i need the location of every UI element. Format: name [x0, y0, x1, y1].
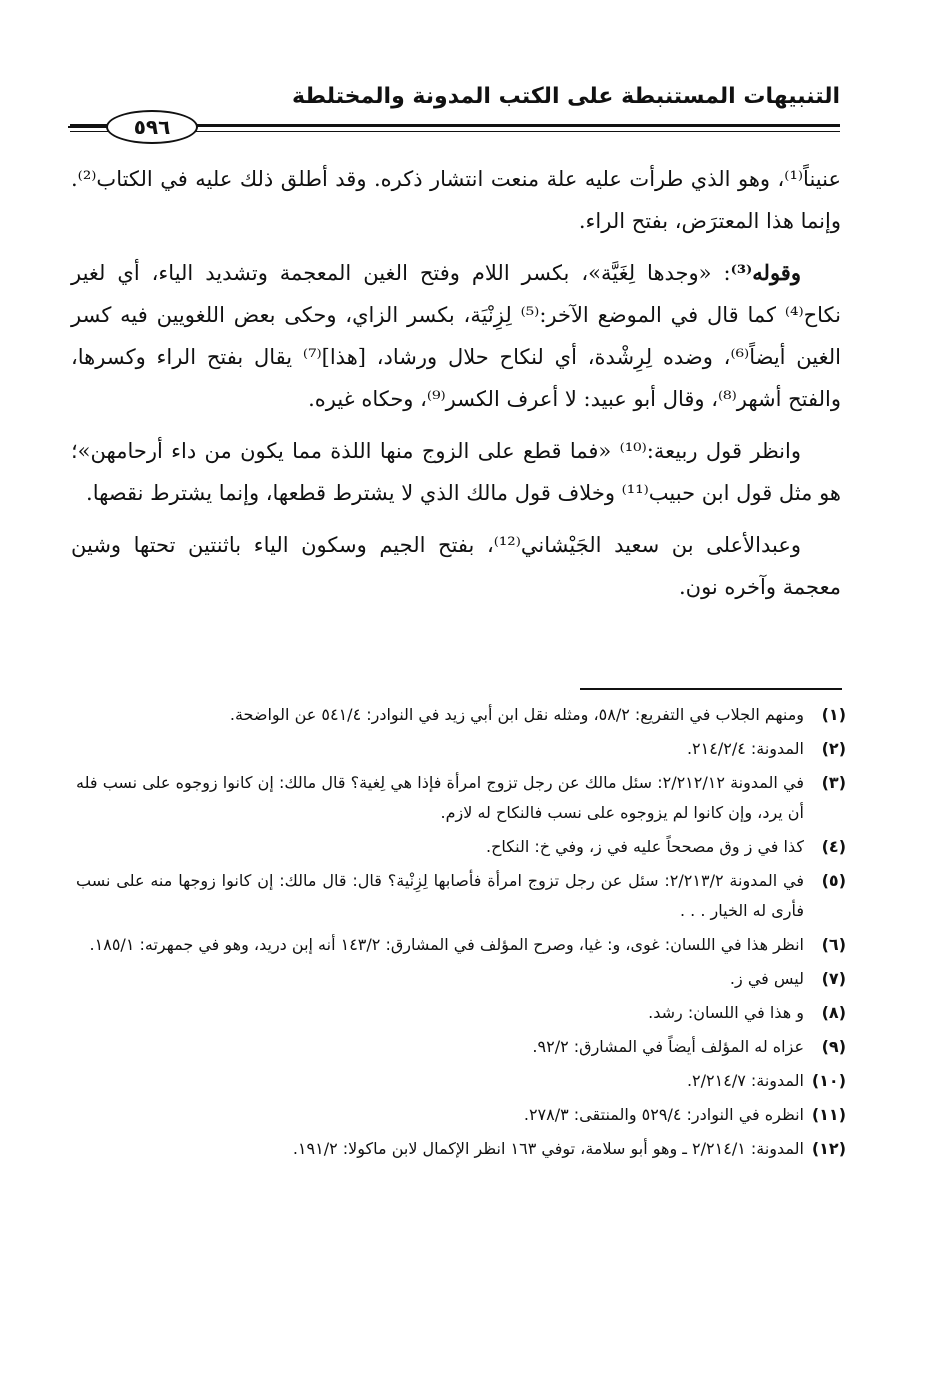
footnote-text: و هذا في اللسان: رشد.	[648, 1003, 804, 1022]
footnote-number: (٦)	[821, 935, 846, 954]
footnote-number: (٧)	[821, 969, 846, 988]
paragraph-2-text: : «وجدها لِغَيَّة»، بكسر اللام وفتح الغين المعجمة وتشديد الياء، أي لغير نكاح⁽⁴⁾ كما قال في الموضع الآخر:⁽⁵⁾ لِزِنْيَة، بكسر الزاي، وحكى بعض اللغويين فيه كسر الغين أيضاً⁽⁶⁾، وضده لِرِشْدة، أي لنكاح حلال ورشاد، [هذا]⁽⁷⁾ يقال بفتح الراء وكسرها، والفتح أشهر⁽⁸⁾، وقال أبو عبيد: لا أعرف الكسر⁽⁹⁾، وحكاه غيره.	[71, 261, 841, 411]
footnote	[76, 768, 846, 828]
paragraph-2-lead: وقوله⁽³⁾	[730, 260, 801, 285]
footnote-number: (٤)	[821, 837, 846, 856]
paragraph-2	[71, 252, 841, 420]
footnote-text: كذا في ز وق مصححاً عليه في ز، وفي خ: النكاح.	[486, 837, 804, 856]
footnote-number: (١)	[821, 705, 846, 724]
footnote	[76, 1066, 846, 1096]
footnote-number: (٢)	[821, 739, 846, 758]
footnote-text: انظره في النوادر: ٥٢٩/٤ والمنتقى: ٢٧٨/٣.	[523, 1105, 804, 1124]
footnote-number: (١٢)	[811, 1139, 846, 1158]
footnote-number: (١١)	[811, 1105, 846, 1124]
footnote-number: (١٠)	[811, 1071, 846, 1090]
footnote	[76, 998, 846, 1028]
footnote-text: عزاه له المؤلف أيضاً في المشارق: ٩٢/٢.	[532, 1037, 804, 1056]
footnote-number: (٣)	[821, 773, 846, 792]
footnote-text: انظر هذا في اللسان: غوى، و: غيا، وصرح المؤلف في المشارق: ١٤٣/٢ أنه إبن دريد، وهو في جمهرته: ١٨٥/١.	[89, 935, 804, 954]
footnote-number: (٩)	[821, 1037, 846, 1056]
footnote	[76, 700, 846, 730]
footnote-text: المدونة: ٢/٢١٤/٧.	[686, 1071, 804, 1090]
footnote	[76, 832, 846, 862]
footnote	[76, 1134, 846, 1164]
footnote-text: ومنهم الجلاب في التفريع: ٥٨/٢، ومثله نقل ابن أبي زيد في النوادر: ٥٤١/٤ عن الواضحة.	[229, 705, 804, 724]
footnote-text: المدونة: ٢/٢١٤/١ ـ وهو أبو سلامة، توفي ١٦٣ انظر الإكمال لابن ماكولا: ١٩١/٢.	[292, 1139, 804, 1158]
page-number-tail	[68, 126, 108, 128]
footnote	[76, 1032, 846, 1062]
footnote-text: ليس في ز.	[729, 969, 804, 988]
footnote	[76, 930, 846, 960]
footnote	[76, 866, 846, 926]
paragraph-4: وعبدالأعلى بن سعيد الجَيْشاني⁽¹²⁾، بفتح الجيم وسكون الياء باثنتين تحتها وشين معجمة وآخره نون.	[71, 533, 841, 599]
footnote	[76, 964, 846, 994]
running-title: التنبيهات المستنبطة على الكتب المدونة والمختلطة	[291, 84, 840, 109]
footnotes	[76, 700, 846, 1168]
footnote-separator	[580, 688, 842, 690]
footnote-text: المدونة: ٢١٤/٢/٤.	[686, 739, 804, 758]
footnote-number: (٨)	[821, 1003, 846, 1022]
footnote-number: (٥)	[821, 871, 846, 890]
footnote	[76, 1100, 846, 1130]
footnote-text: في المدونة ٢/٢١٢/١٢: سئل مالك عن رجل تزوج امرأة فإذا هي لِغية؟ قال مالك: إن كانوا زوجوه على نسب فله أن يرد، وإن كانوا لم يزوجوه على نسب فالنكاح له لازم.	[76, 773, 804, 822]
paragraph-1: عنيناً⁽¹⁾، وهو الذي طرأت عليه علة منعت انتشار ذكره. وقد أطلق ذلك عليه في الكتاب⁽²⁾. وإنما هذا المعترَض، بفتح الراء.	[71, 167, 841, 233]
footnote-text: في المدونة ٢/٢١٣/٢: سئل عن رجل تزوج امرأة فأصابها لِزِنْية؟ قال: قال مالك: إن كانوا زوجها منه على نسب فأرى له الخيار . . .	[76, 871, 804, 920]
footnote	[76, 734, 846, 764]
paragraph-3: وانظر قول ربيعة:⁽¹⁰⁾ «فما قطع على الزوج منها اللذة مما يكون من داء أرحامهن»؛ هو مثل قول ابن حبيب⁽¹¹⁾ وخلاف قول مالك الذي لا يشترط قطعها، وإنما يشترط نقصها.	[71, 439, 841, 505]
main-text	[71, 158, 841, 618]
page-number: ٥٩٦	[106, 110, 198, 144]
page-header	[70, 72, 840, 152]
